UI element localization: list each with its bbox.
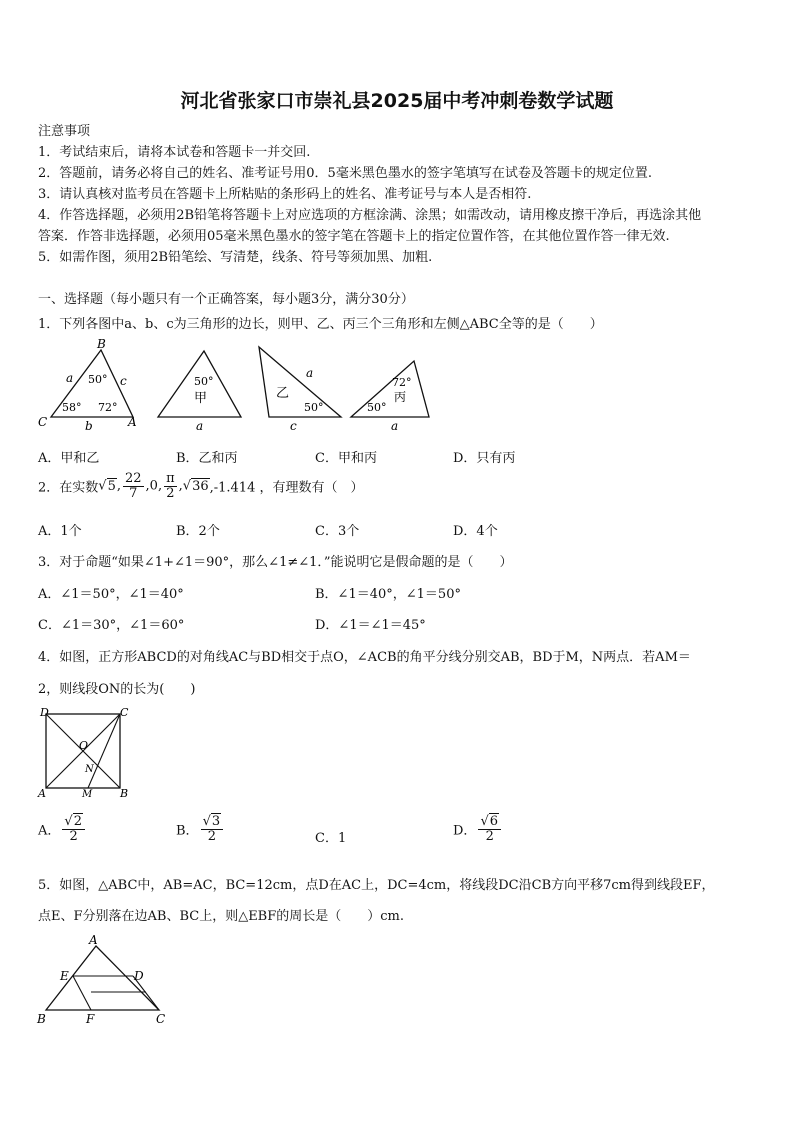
- svg-text:a: a: [306, 366, 314, 380]
- q4-option-d[interactable]: D． $\frac{√6}{2}$: [453, 815, 503, 843]
- q4-option-c[interactable]: C．1: [315, 831, 347, 846]
- q2-option-a[interactable]: A．1个: [38, 524, 82, 539]
- svg-text:C: C: [120, 706, 129, 719]
- svg-text:D: D: [40, 706, 49, 719]
- q1-figure: [36, 335, 456, 435]
- label-a: a: [66, 371, 74, 385]
- q2-option-c[interactable]: C．3个: [315, 524, 360, 539]
- label-B: B: [97, 337, 106, 351]
- label-yi: 乙: [276, 386, 290, 401]
- svg-text:50°: 50°: [367, 401, 387, 414]
- notice-item: 3．请认真核对监考员在答题卡上所粘贴的条形码上的姓名、准考证号与本人是否相符.: [38, 187, 532, 202]
- page-title: 河北省张家口市崇礼县2025届中考冲刺卷数学试题: [180, 90, 614, 112]
- q1-option-b[interactable]: B．乙和丙: [176, 451, 238, 466]
- notice-item: 5．如需作图，须用2B铅笔绘、写清楚，线条、符号等须加黑、加粗.: [38, 250, 433, 265]
- svg-text:50°: 50°: [194, 375, 214, 388]
- q4-option-a[interactable]: A． $\frac{√2}{2}$: [38, 815, 87, 843]
- label-C: C: [38, 415, 48, 429]
- q5-stem-line2: 点E、F分别落在边AB、BC上，则△EBF的周长是（ ）cm.: [38, 909, 404, 924]
- q5-figure: [34, 932, 174, 1028]
- svg-text:B: B: [120, 787, 129, 800]
- q3-stem: 3．对于命题“如果∠1+∠1＝90°，那么∠1≠∠1．”能说明它是假命题的是（ ）: [38, 555, 513, 570]
- q1-stem: 1．下列各图中a、b、c为三角形的边长，则甲、乙、丙三个三角形和左侧△ABC全等的是（ ）: [38, 317, 603, 332]
- q3-option-a[interactable]: A．∠1＝50°，∠1＝40°: [38, 587, 184, 602]
- q4-stem-line1: 4．如图，正方形ABCD的对角线AC与BD相交于点O，∠ACB的角平分线分别交AB，BD于M，N两点．若AM＝: [38, 650, 691, 665]
- q2-option-d[interactable]: D．4个: [453, 524, 498, 539]
- q1-option-a[interactable]: A．甲和乙: [38, 451, 100, 466]
- q1-option-c[interactable]: C．甲和丙: [315, 451, 377, 466]
- q1-option-d[interactable]: D．只有丙: [453, 451, 516, 466]
- svg-text:D: D: [134, 969, 144, 983]
- notice-item: 答案．作答非选择题，必须用05毫米黑色墨水的签字笔在答题卡上的指定位置作答，在其他位置作答一律无效.: [38, 229, 670, 244]
- q4-stem-line2: 2，则线段ON的长为( ): [38, 682, 196, 697]
- svg-text:A: A: [89, 933, 98, 947]
- notice-item: 2．答题前，请务必将自己的姓名、准考证号用0．5毫米黑色墨水的签字笔填写在试卷及答题卡的规定位置.: [38, 166, 652, 181]
- svg-text:M: M: [82, 789, 93, 800]
- label-bing: 丙: [394, 390, 407, 404]
- section-heading: 一、选择题（每小题只有一个正确答案，每小题3分，满分30分）: [38, 292, 414, 307]
- label-b: b: [85, 419, 93, 433]
- svg-text:a: a: [391, 419, 399, 433]
- svg-text:A: A: [38, 787, 46, 800]
- svg-text:72°: 72°: [392, 376, 412, 389]
- q3-option-d[interactable]: D．∠1＝∠1＝45°: [315, 618, 426, 633]
- angle-B: 50°: [88, 373, 108, 386]
- q3-option-b[interactable]: B．∠1＝40°，∠1＝50°: [315, 587, 461, 602]
- q3-option-c[interactable]: C．∠1＝30°，∠1＝60°: [38, 618, 185, 633]
- label-A: A: [128, 415, 137, 429]
- q4-figure: [36, 704, 136, 800]
- angle-C: 58°: [62, 401, 82, 414]
- q4-option-b[interactable]: B． $\frac{√3}{2}$: [176, 815, 225, 843]
- q5-stem-line1: 5．如图，△ABC中，AB=AC，BC=12cm，点D在AC上，DC=4cm，将线段DC沿CB方向平移7cm得到线段EF，: [38, 878, 715, 893]
- notice-item: 4．作答选择题，必须用2B铅笔将答题卡上对应选项的方框涂满、涂黑；如需改动，请用橡皮擦干净后，再选涂其他: [38, 208, 702, 223]
- svg-text:E: E: [60, 969, 69, 983]
- label-c: c: [120, 374, 127, 388]
- svg-text:c: c: [290, 419, 297, 433]
- svg-text:B: B: [37, 1012, 46, 1026]
- svg-text:F: F: [86, 1012, 95, 1026]
- angle-A: 72°: [98, 401, 118, 414]
- q2-stem: 2．在实数√5, $\frac{22}{7}$ ,0, $\frac{\pi}{2}$ ,√36,-1.414 ，有理数有（ ）: [38, 471, 364, 501]
- notice-item: 1．考试结束后，请将本试卷和答题卡一并交回.: [38, 145, 311, 160]
- notice-heading: 注意事项: [38, 124, 91, 139]
- label-jia: 甲: [194, 391, 208, 406]
- svg-text:C: C: [156, 1012, 166, 1026]
- svg-text:N: N: [85, 764, 94, 775]
- svg-text:a: a: [196, 419, 204, 433]
- svg-text:50°: 50°: [304, 401, 324, 414]
- svg-text:O: O: [79, 739, 89, 752]
- q2-option-b[interactable]: B．2个: [176, 524, 220, 539]
